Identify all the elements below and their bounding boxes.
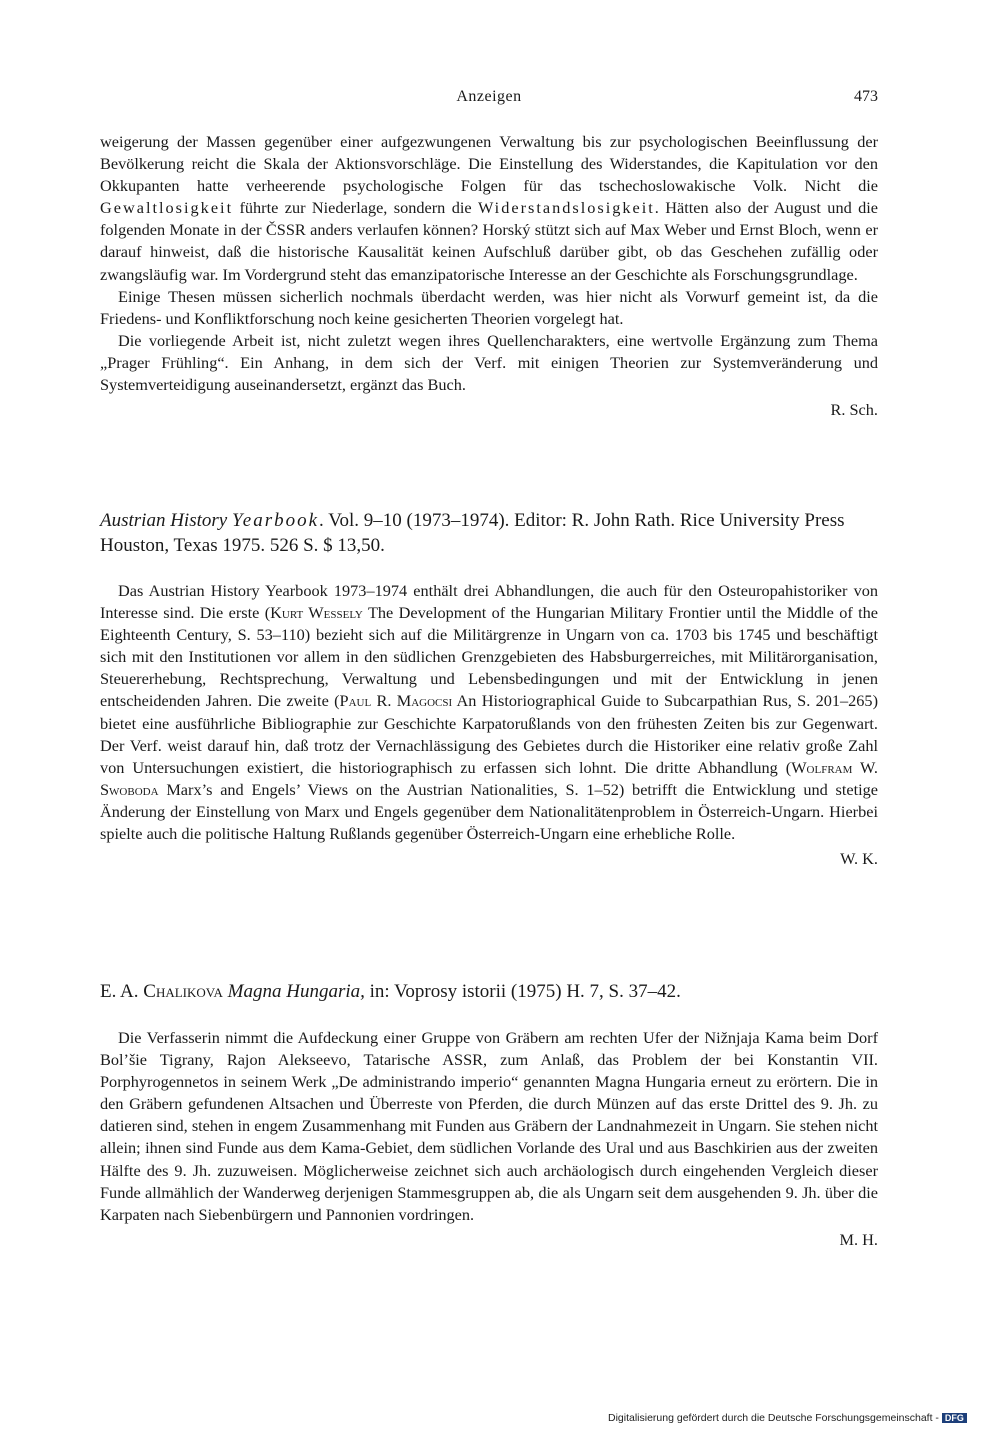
review-2-paragraph <box>100 580 878 845</box>
text-run: An Historiographical Guide to Subcarpathian Rus, S. 201–265) bietet eine ausführliche Bibliographie zur Geschichte Karpatorußlands von den frühesten Zeiten bis zur Gegenwart. Der Verf. weist darauf hin, daß trotz der Vernachlässigung des Gebietes durch die Historiker eine relativ große Zahl von Untersuchungen existiert, die historiographisch zu erfassen sich lohnt. Die dritte Abhandlung ( <box>100 691 878 777</box>
review-3-paragraph: Die Verfasserin nimmt die Aufdeckung einer Gruppe von Gräbern am rechten Ufer der Nižnjaja Kama beim Dorf Bol’šie Tigrany, Rajon Alekseevo, Tatarische ASSR, zum Anlaß, das Problem der bei Konstantin VII. Porphyrogennetos in seinem Werk „De administrando imperio“ genannten Magna Hungaria erneut zu erörtern. Die in den Gräbern gefundenen Altsachen und Überreste von Pferden, die durch Münzen auf das erste Drittel des 9. Jh. zu datieren sind, stehen in engem Zusammenhang mit Funden aus Gräbern der Landnahmezeit in Ungarn. Sie stehen nicht allein; ihnen sind Funde aus dem Kama-Gebiet, dem südlichen Vorlande des Ural und aus Baschkirien aus der zweiten Hälfte des 9. Jh. zuzuweisen. Möglicherweise zeichnet sich auch archäologisch durch eingehenden Vergleich dieser Funde allmählich der Wanderweg derjenigen Stammesgruppen ab, die als Ungarn seit dem ausgehenden 9. Jh. über die Karpaten nach Siebenbürgern und Pannonien vordringen. <box>100 1028 878 1224</box>
reviewer-signature: M. H. <box>839 1229 878 1249</box>
bibliographic-entry-2 <box>100 508 878 558</box>
entry-details: . Vol. 9–10 (1973–1974). Editor: R. John Rath. Rice University Press Houston, Texas 1975. 526 S. $ 13,50. <box>100 510 845 556</box>
paragraph-2: Einige Thesen müssen sicherlich nochmals überdacht werden, was hier nicht als Vorwurf gemeint ist, da die Friedens- und Konfliktforschung noch keine gesicherten Theorien vorgelegt hat. <box>100 286 878 328</box>
text-run: The Development of the Hungarian Military Frontier until the Middle of the Eighteenth Century, S. 53–110) bezieht sich auf die Militärgrenze in Ungarn von ca. 1703 bis 1745 und beschäftigt sich mit den Institutionen vor allem in den südlichen Grenzgebieten des Habsburgerreiches, mit Militärorganisation, Steuererhebung, Rechtsprechung, Verwaltung und Lebensbedingungen und mit der Entwicklung in jenen entscheidenden Jahren. Die zweite ( <box>100 603 878 711</box>
spaced-term: Widerstandslosigkeit <box>477 198 655 218</box>
entry-title: Austrian History <box>100 510 232 531</box>
footer-text: Digitalisierung gefördert durch die Deutsche Forschungsgemeinschaft - <box>608 1412 939 1424</box>
running-title: Anzeigen <box>456 88 522 105</box>
review-continuation <box>100 131 878 421</box>
bibliographic-entry-3 <box>100 979 878 1004</box>
text-run: führte zur Niederlage, sondern die <box>233 198 478 218</box>
text-run: Marx’s and Engels’ Views on the Austrian Nationalities, S. 1–52) betrifft die Entwicklung und stetige Änderung der Einstellung von Marx und Engels gegenüber dem Nationalitätenproblem in Österreich-Ungarn. Hierbei spielte auch die politische Haltung Rußlands gegenüber Österreich-Ungarn eine erhebliche Rolle. <box>100 779 878 844</box>
dfg-logo: DFG <box>942 1413 967 1423</box>
entry-details: in: Voprosy istorii (1975) H. 7, S. 37–42. <box>364 981 681 1002</box>
text-run: . Hätten also der August und die folgenden Monate in der ČSSR anders verlaufen können? Horský stützt sich auf Max Weber und Ernst Bloch, wenn er darauf hinweist, daß die historische Kausalität keinen Aufschluß darüber gibt, ob das Geschehen zufällig oder zwangsläufig war. Im Vordergrund steht das emanzipatorische Interesse an der Geschichte als Forschungsgrundlage. <box>100 198 878 284</box>
author-name: Wolfram W. Swoboda <box>100 757 878 799</box>
page-number: 473 <box>854 88 878 105</box>
digitization-footer <box>608 1412 967 1424</box>
text-run: Das Austrian History Yearbook 1973–1974 enthält drei Abhandlungen, die auch für den Osteuropahistoriker von Interesse sind. Die erste ( <box>100 581 878 623</box>
entry-author: Chalikova <box>143 981 223 1002</box>
entry-title: Magna Hungaria, <box>227 981 365 1002</box>
entry-author-initials: E. A. <box>100 981 144 1002</box>
paragraph-1 <box>100 131 878 286</box>
text-run: weigerung der Massen gegenüber einer aufgezwungenen Verwaltung bis zur psychologischen Beeinflussung der Bevölkerung reicht die Skala der Aktionsvorschläge. Die Einstellung des Widerstandes, die Kapitulation vor den Okkupanten hatte verheerende psychologische Folgen für das tschechoslowakische Volk. Nicht die <box>100 132 878 196</box>
author-name: Kurt Wessely <box>270 603 363 623</box>
entry-title-spaced: Yearbook <box>231 510 320 531</box>
review-2 <box>100 580 878 870</box>
spaced-term: Gewaltlosigkeit <box>100 198 234 218</box>
review-3 <box>100 1027 878 1251</box>
reviewer-signature: W. K. <box>840 849 878 869</box>
reviewer-signature: R. Sch. <box>830 400 878 420</box>
author-name: Paul R. Magocsi <box>339 691 453 711</box>
page-header <box>100 88 878 114</box>
paragraph-3: Die vorliegende Arbeit ist, nicht zuletzt wegen ihres Quellencharakters, eine wertvolle Ergänzung zum Thema „Prager Frühling“. Ein Anhang, in dem sich der Verf. mit einigen Theorien zur Systemveränderung und Systemverteidigung auseinandersetzt, ergänzt das Buch. <box>100 330 878 395</box>
